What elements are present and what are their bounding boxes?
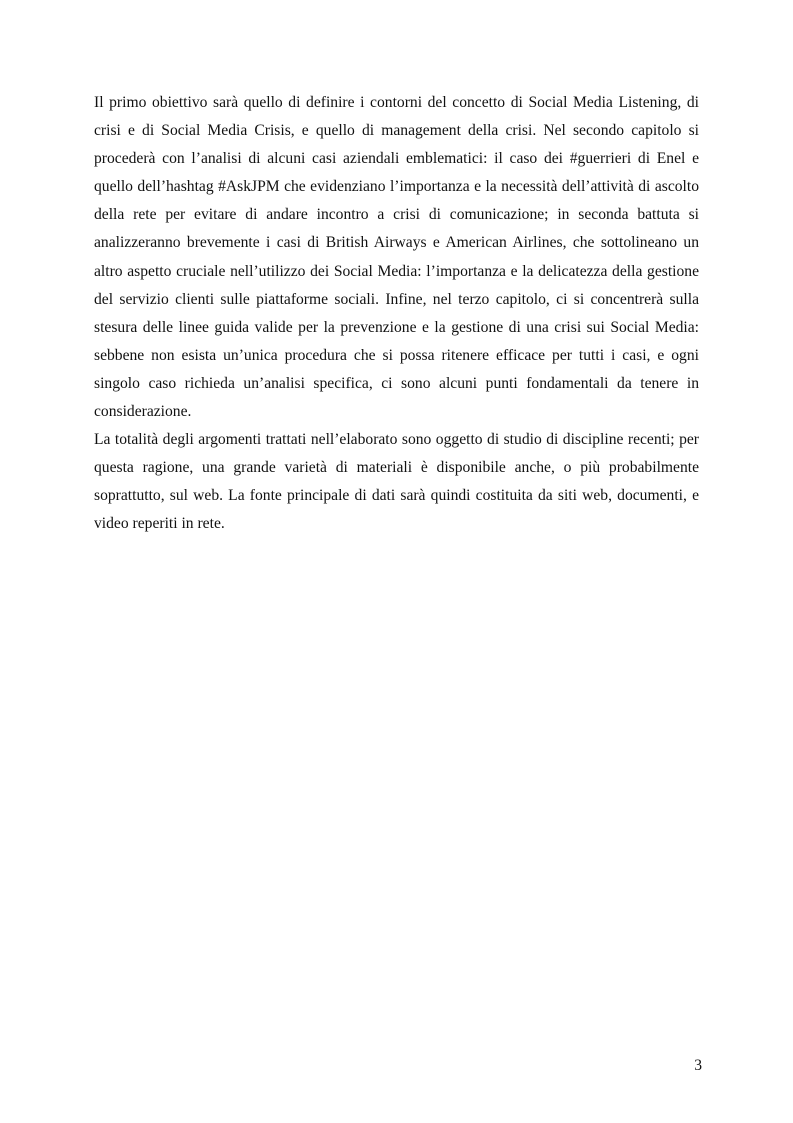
body-text <box>94 89 699 539</box>
paragraph-objectives: Il primo obiettivo sarà quello di definire i contorni del concetto di Social Media Listening, di crisi e di Social Media Crisis, e quello di management della crisi. Nel secondo capitolo si procederà con l’analisi di alcuni casi aziendali emblematici: il caso dei #guerrieri di Enel e quello dell’hashtag #AskJPM che evidenziano l’importanza e la necessità dell’attività di ascolto della rete per evitare di andare incontro a crisi di comunicazione; in seconda battuta si analizzeranno brevemente i casi di British Airways e American Airlines, che sottolineano un altro aspetto cruciale nell’utilizzo dei Social Media: l’importanza e la delicatezza della gestione del servizio clienti sulle piattaforme sociali. Infine, nel terzo capitolo, ci si concentrerà sulla stesura delle linee guida valide per la prevenzione e la gestione di una crisi sui Social Media: sebbene non esista un’unica procedura che si possa ritenere efficace per tutti i casi, e ogni singolo caso richieda un’analisi specifica, ci sono alcuni punti fondamentali da tenere in considerazione. <box>94 94 699 421</box>
page-number: 3 <box>694 1057 702 1074</box>
paragraph-sources: La totalità degli argomenti trattati nell’elaborato sono oggetto di studio di discipline recenti; per questa ragione, una grande varietà di materiali è disponibile anche, o più probabilmente soprattutto, sul web. La fonte principale di dati sarà quindi costituita da siti web, documenti, e video reperiti in rete. <box>94 431 699 533</box>
